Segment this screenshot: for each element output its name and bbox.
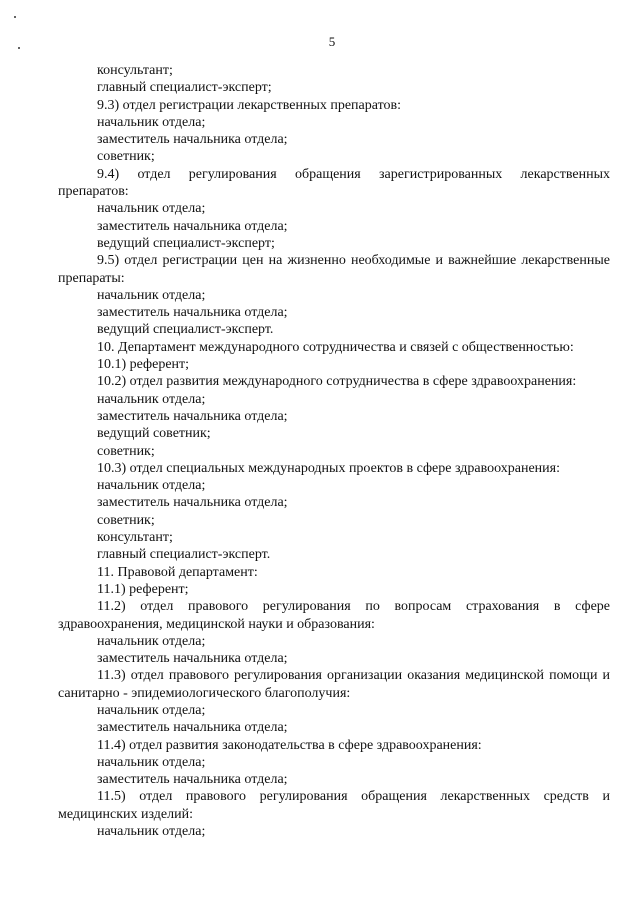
text-line: заместитель начальника отдела; — [97, 651, 288, 667]
text-line: 10.3) отдел специальных международных проектов в сфере здравоохранения: — [97, 460, 560, 476]
text-paragraph: 10.2) отдел развития международного сотрудничества в сфере здравоохранения: — [97, 374, 577, 390]
scan-speck — [14, 16, 16, 18]
text-line: 9.3) отдел регистрации лекарственных препаратов: — [97, 97, 402, 113]
text-line: заместитель начальника отдела; — [97, 408, 288, 424]
text-line: заместитель начальника отдела; — [97, 305, 288, 321]
text-paragraph: 11.2) отдел правового регулирования по вопросам страхования в сфере здравоохранения, медицинской науки и образования: — [58, 599, 610, 632]
text-line: советник; — [97, 443, 155, 459]
text-paragraph: 11.3) отдел правового регулирования организации оказания медицинской помощи и санитарно - эпидемиологического благополучия: — [58, 668, 610, 701]
text-line: главный специалист-эксперт. — [97, 547, 271, 563]
text-paragraph: 10. Департамент международного сотрудничества и связей с общественностью: — [97, 339, 574, 355]
text-paragraph: 11.5) отдел правового регулирования обращения лекарственных средств и медицинских изделий: — [58, 789, 610, 822]
text-line: 11. Правовой департамент: — [97, 564, 258, 580]
text-paragraph: 9.4) отдел регулирования обращения зарегистрированных лекарственных препаратов: — [58, 166, 610, 200]
text-line: заместитель начальника отдела; — [97, 132, 288, 148]
text-line: консультант; — [97, 530, 173, 546]
text-line: начальник отдела; — [97, 391, 206, 407]
text-line: 11.1) референт; — [97, 581, 189, 597]
text-line: начальник отдела; — [97, 633, 206, 649]
text-line: советник; — [97, 149, 155, 165]
text-line: начальник отдела; — [97, 478, 206, 494]
text-line: начальник отдела; — [97, 824, 206, 840]
text-line: главный специалист-эксперт; — [97, 80, 272, 96]
page-number: 5 — [328, 34, 336, 49]
text-line: начальник отдела; — [97, 201, 206, 217]
text-line: начальник отдела; — [97, 754, 206, 770]
document-body — [58, 62, 610, 840]
text-line: ведущий специалист-эксперт. — [97, 322, 274, 338]
text-line: 10.1) референт; — [97, 357, 190, 373]
text-line: начальник отдела; — [97, 287, 206, 303]
text-line: заместитель начальника отдела; — [97, 720, 288, 736]
text-line: консультант; — [97, 63, 173, 78]
text-line: заместитель начальника отдела; — [97, 218, 288, 234]
text-line: 11.4) отдел развития законодательства в сфере здравоохранения: — [97, 737, 482, 753]
text-line: заместитель начальника отдела; — [97, 772, 288, 788]
text-line: начальник отдела; — [97, 702, 206, 718]
text-line: начальник отдела; — [97, 114, 206, 130]
text-line: советник; — [97, 512, 155, 528]
text-line: ведущий советник; — [97, 426, 211, 442]
text-paragraph: 9.5) отдел регистрации цен на жизненно необходимые и важнейшие лекарственные препараты: — [58, 253, 610, 286]
text-line: заместитель начальника отдела; — [97, 495, 288, 511]
text-line: ведущий специалист-эксперт; — [97, 235, 275, 251]
